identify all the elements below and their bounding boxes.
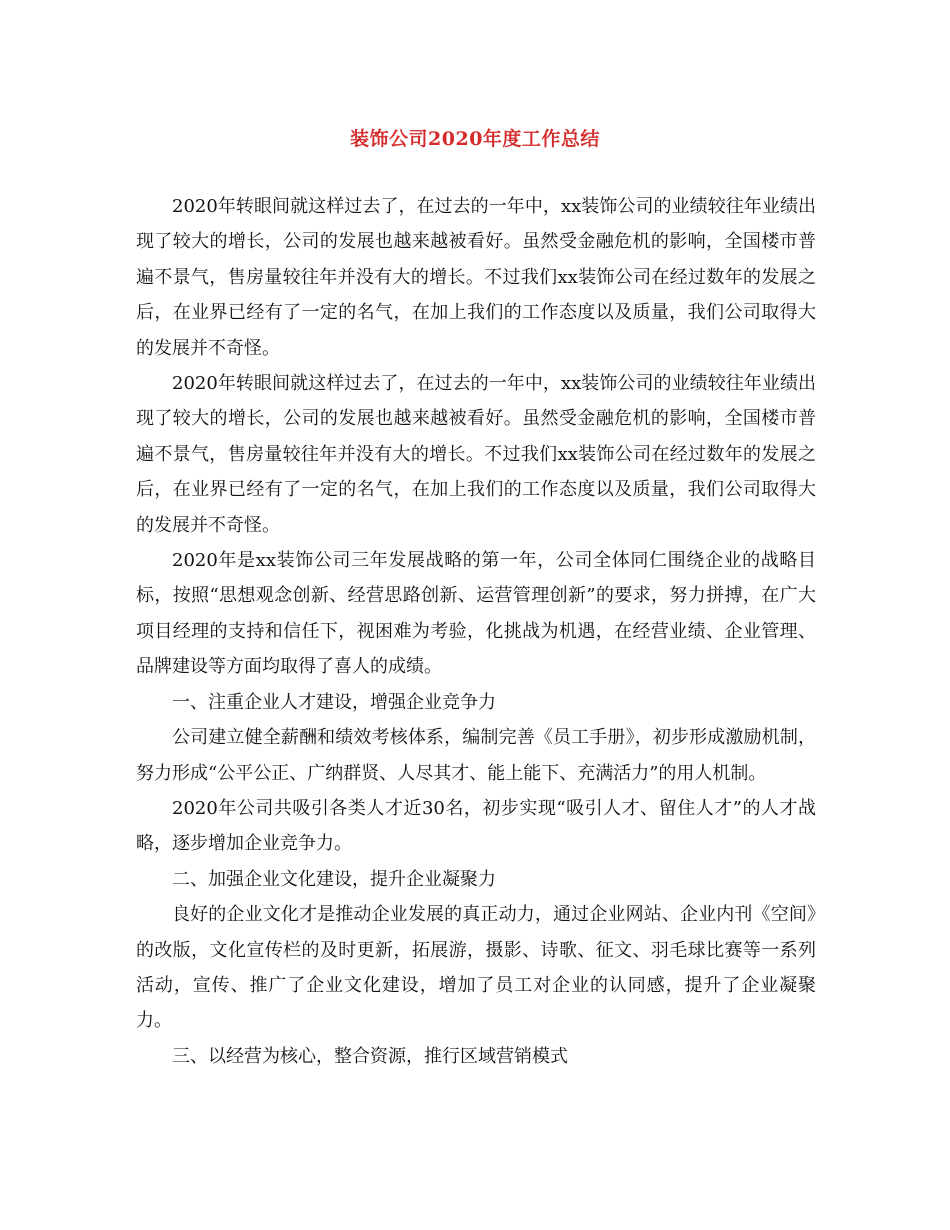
paragraph-intro-repeat: 2020年转眼间就这样过去了，在过去的一年中，xx装饰公司的业绩较往年业绩出现了较大的增长，公司的发展也越来越被看好。虽然受金融危机的影响，全国楼市普遍不景气，售房量较往年并没有大的增长。不过我们xx装饰公司在经过数年的发展之后，在业界已经有了一定的名气，在加上我们的工作态度以及质量，我们公司取得大的发展并不奇怪。 [136,373,816,536]
paragraph-culture: 良好的企业文化才是推动企业发展的真正动力，通过企业网站、企业内刊《空间》的改版，文化宣传栏的及时更新，拓展游，摄影、诗歌、征文、羽毛球比赛等一系列活动，宣传、推广了企业文化建设，增加了员工对企业的认同感，提升了企业凝聚力。 [136,904,816,1032]
section-heading-culture: 二、加强企业文化建设，提升企业凝聚力 [172,868,496,890]
section-heading-talent: 一、注重企业人才建设，增强企业竞争力 [172,691,496,713]
paragraph-recruitment: 2020年公司共吸引各类人才近30名，初步实现“吸引人才、留住人才”的人才战略，逐步增加企业竞争力。 [136,797,816,855]
document-body [136,189,816,1074]
paragraph-strategy: 2020年是xx装饰公司三年发展战略的第一年，公司全体同仁围绕企业的战略目标，按照“思想观念创新、经营思路创新、运营管理创新”的要求，努力拼搏，在广大项目经理的支持和信任下，视困难为考验，化挑战为机遇，在经营业绩、企业管理、品牌建设等方面均取得了喜人的成绩。 [136,550,816,678]
document-title: 装饰公司2020年度工作总结 [350,128,600,150]
paragraph-intro: 2020年转眼间就这样过去了，在过去的一年中，xx装饰公司的业绩较往年业绩出现了较大的增长，公司的发展也越来越被看好。虽然受金融危机的影响，全国楼市普遍不景气，售房量较往年并没有大的增长。不过我们xx装饰公司在经过数年的发展之后，在业界已经有了一定的名气，在加上我们的工作态度以及质量，我们公司取得大的发展并不奇怪。 [136,196,816,359]
paragraph-compensation: 公司建立健全薪酬和绩效考核体系，编制完善《员工手册》，初步形成激励机制，努力形成“公平公正、广纳群贤、人尽其才、能上能下、充满活力”的用人机制。 [136,727,816,784]
section-heading-operations: 三、以经营为核心，整合资源，推行区域营销模式 [172,1045,568,1067]
